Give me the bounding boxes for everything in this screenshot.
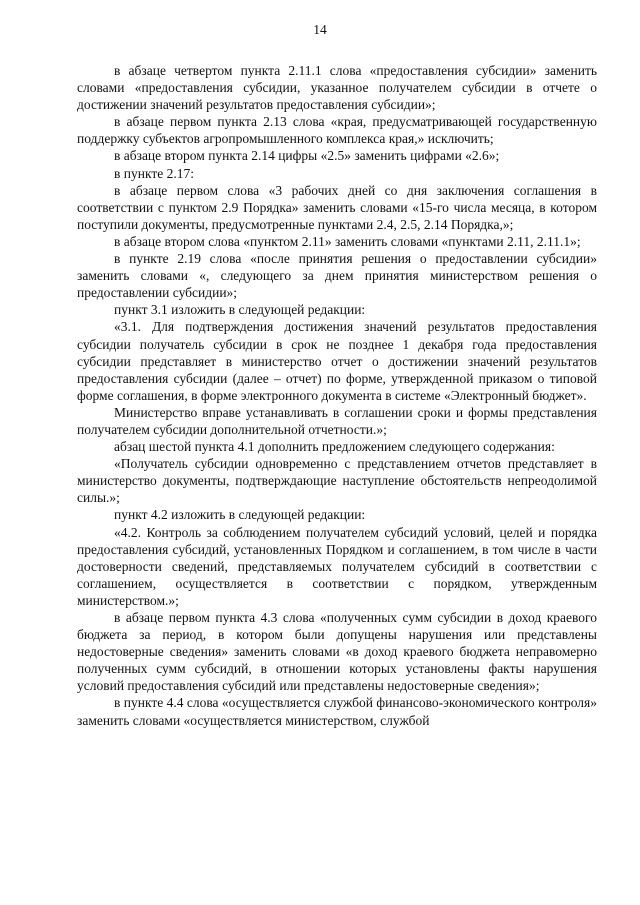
paragraph-16: в пункте 4.4 слова «осуществляется службой финансово-экономического контроля» заменить словами «осуществляется министерством, службой — [77, 695, 597, 728]
paragraph-10: Министерство вправе устанавливать в соглашении сроки и формы представления получателем субсидии дополнительной отчетности.»; — [77, 404, 597, 437]
paragraph-9: «3.1. Для подтверждения достижения значений результатов предоставления субсидии получатель субсидии в срок не позднее 1 декабря года предоставления субсидии представляет в министерство отчет о достижении значений результатов предоставления субсидии (далее – отчет) по форме, утвержденной приказом о типовой форме соглашения, в форме электронного документа в системе «Электронный бюджет». — [77, 319, 597, 403]
paragraph-2: в абзаце первом пункта 2.13 слова «края, предусматривающей государственную поддержку субъектов агропромышленного комплекса края,» исключить; — [77, 114, 597, 147]
paragraph-7: в пункте 2.19 слова «после принятия решения о предоставлении субсидии» заменить словами «, следующего за днем принятия министерством решения о предоставлении субсидии»; — [77, 251, 597, 301]
paragraph-12: «Получатель субсидии одновременно с представлением отчетов представляет в министерство документы, подтверждающие наступление обстоятельств непреодолимой силы.»; — [77, 456, 597, 506]
paragraph-1: в абзаце четвертом пункта 2.11.1 слова «предоставления субсидии» заменить словами «предоставления субсидии, указанное получателем субсидии в отчете о достижении значений результатов предоставления субсидии»; — [77, 63, 597, 113]
document-body — [77, 62, 597, 729]
paragraph-3: в абзаце втором пункта 2.14 цифры «2.5» заменить цифрами «2.6»; — [114, 148, 500, 164]
paragraph-6: в абзаце втором слова «пунктом 2.11» заменить словами «пунктами 2.11, 2.11.1»; — [114, 233, 581, 249]
paragraph-14: «4.2. Контроль за соблюдением получателем субсидий условий, целей и порядка предоставления субсидий, установленных Порядком и соглашением, в том числе в части достоверности сведений, представляемых получателем субсидий в соответствии с соглашением, осуществляется в соответствии с порядком, утвержденным министерством.»; — [77, 524, 597, 608]
page-number: 14 — [313, 22, 327, 37]
paragraph-15: в абзаце первом пункта 4.3 слова «полученных сумм субсидии в доход краевого бюджета за период, в котором были допущены нарушения или представлены недостоверные сведения» заменить словами «в доход краевого бюджета неправомерно полученных сумм субсидий, в отношении которых установлены факты нарушения условий предоставления субсидий или представлены недостоверные сведения»; — [77, 610, 597, 694]
paragraph-5: в абзаце первом слова «3 рабочих дней со дня заключения соглашения в соответствии с пунктом 2.9 Порядка» заменить словами «15-го числа месяца, в котором поступили документы, предусмотренные пунктами 2.4, 2.5, 2.14 Порядка,»; — [77, 182, 597, 232]
paragraph-13: пункт 4.2 изложить в следующей редакции: — [114, 507, 366, 523]
paragraph-4: в пункте 2.17: — [114, 165, 194, 181]
paragraph-11: абзац шестой пункта 4.1 дополнить предложением следующего содержания: — [114, 439, 555, 455]
paragraph-8: пункт 3.1 изложить в следующей редакции: — [114, 302, 366, 318]
